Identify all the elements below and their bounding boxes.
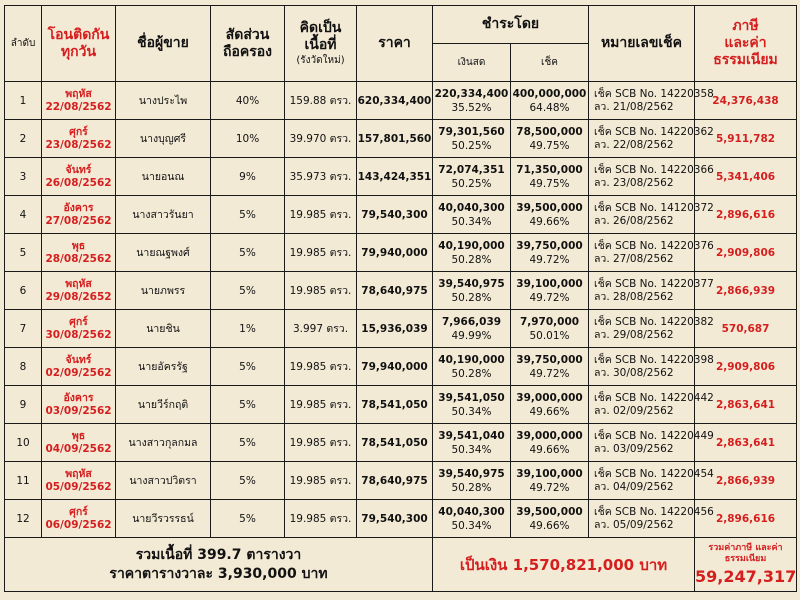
cell-cash-percent: 50.28% [451, 253, 492, 266]
cell-share: 40% [211, 82, 285, 120]
cell-cash-amount: 72,074,351 [438, 163, 505, 176]
cell-tax: 2,896,616 [695, 500, 797, 538]
header-transfer-line2: ทุกวัน [60, 43, 97, 60]
cell-cheque-number [589, 158, 714, 196]
cell-seller: นายอัครรัฐ [116, 348, 211, 386]
cell-date: 29/08/2652 [45, 290, 112, 303]
cell-cash [433, 462, 511, 500]
cell-cheque-date: ลว. 27/08/2562 [594, 252, 674, 265]
cell-cheque-no: เช็ค SCB No. 14220449 [594, 429, 714, 442]
cell-cheque-number [589, 462, 714, 500]
cell-area: 19.985 ตรว. [285, 234, 357, 272]
cell-index: 10 [5, 424, 42, 462]
cell-cheque-date: ลว. 21/08/2562 [594, 100, 674, 113]
footer-tax-label-line1: รวมค่าภาษี และค่า [708, 542, 783, 553]
cell-area: 19.985 ตรว. [285, 424, 357, 462]
cell-date: 28/08/2562 [45, 252, 112, 265]
cell-price: 620,334,400 [357, 82, 433, 120]
cell-cash [433, 158, 511, 196]
footer-total-amount: เป็นเงิน 1,570,821,000 บาท [433, 538, 695, 592]
cell-cash-amount: 39,540,975 [438, 277, 505, 290]
cell-area: 19.985 ตรว. [285, 500, 357, 538]
cell-cheque-amount: 39,000,000 [516, 391, 583, 404]
cell-index: 1 [5, 82, 42, 120]
land-sale-table [4, 5, 797, 592]
cell-price: 78,541,050 [357, 386, 433, 424]
header-transfer-date [42, 6, 116, 82]
cell-cheque-percent: 50.01% [529, 329, 570, 342]
cell-cheque-percent: 64.48% [529, 101, 570, 114]
header-share [211, 6, 285, 82]
cell-seller: นายวีรวรรธน์ [116, 500, 211, 538]
footer-tax-label-line2: ธรรมเนียม [724, 553, 767, 564]
cell-share: 10% [211, 120, 285, 158]
table-row [5, 272, 797, 310]
cell-tax: 24,376,438 [695, 82, 797, 120]
cell-index: 11 [5, 462, 42, 500]
cell-price: 78,541,050 [357, 424, 433, 462]
cell-cheque-amount: 39,000,000 [516, 429, 583, 442]
cell-cheque-percent: 49.72% [529, 291, 570, 304]
cell-price: 79,940,000 [357, 234, 433, 272]
cell-date: 23/08/2562 [45, 138, 112, 151]
cell-cash-amount: 7,966,039 [441, 315, 502, 328]
cell-area: 19.985 ตรว. [285, 462, 357, 500]
header-price: ราคา [357, 6, 433, 82]
cell-cash-percent: 50.25% [451, 139, 492, 152]
cell-cash-amount: 220,334,400 [434, 87, 509, 100]
cell-tax: 2,896,616 [695, 196, 797, 234]
cell-tax: 2,866,939 [695, 272, 797, 310]
cell-cheque-amount: 39,750,000 [516, 353, 583, 366]
cell-cheque-date: ลว. 28/08/2562 [594, 290, 674, 303]
table-row [5, 386, 797, 424]
cell-cheque [511, 386, 589, 424]
cell-cash [433, 348, 511, 386]
header-share-line1: สัดส่วน [225, 26, 270, 43]
cell-cash [433, 500, 511, 538]
cell-cash [433, 272, 511, 310]
header-paid-by: ชำระโดย [433, 6, 589, 44]
cell-seller: นายวีร์กฤติ [116, 386, 211, 424]
cell-area: 19.985 ตรว. [285, 386, 357, 424]
header-seller: ชื่อผู้ขาย [116, 6, 211, 82]
cell-cheque-amount: 71,350,000 [516, 163, 583, 176]
cell-price: 15,936,039 [357, 310, 433, 348]
cell-cheque-amount: 39,750,000 [516, 239, 583, 252]
table-row [5, 424, 797, 462]
cell-cheque-amount: 39,100,000 [516, 467, 583, 480]
cell-cash-percent: 50.25% [451, 177, 492, 190]
cell-cheque-amount: 400,000,000 [512, 87, 587, 100]
cell-cheque-number [589, 348, 714, 386]
cell-cash [433, 120, 511, 158]
cell-cheque-date: ลว. 03/09/2562 [594, 442, 674, 455]
header-area-sub: (รังวัดใหม่) [296, 55, 345, 66]
table-row [5, 500, 797, 538]
cell-tax: 2,909,806 [695, 348, 797, 386]
cell-cheque-percent: 49.72% [529, 367, 570, 380]
cell-day: จันทร์ [65, 163, 92, 176]
cell-cheque [511, 82, 589, 120]
cell-cash-percent: 49.99% [451, 329, 492, 342]
cell-cheque-percent: 49.72% [529, 253, 570, 266]
cell-price: 79,540,300 [357, 196, 433, 234]
header-tax-line2: และค่า [724, 35, 767, 51]
cell-cheque [511, 310, 589, 348]
cell-cheque [511, 348, 589, 386]
cell-cheque-percent: 49.66% [529, 405, 570, 418]
cell-seller: นางสาวกุลกมล [116, 424, 211, 462]
cell-cheque-number [589, 234, 714, 272]
footer-total-area: รวมเนื้อที่ 399.7 ตารางวา [135, 546, 302, 563]
cell-area: 19.985 ตรว. [285, 348, 357, 386]
cell-cheque-date: ลว. 26/08/2562 [594, 214, 674, 227]
cell-cheque-no: เช็ค SCB No. 14220376 [594, 239, 714, 252]
cell-area: 19.985 ตรว. [285, 272, 357, 310]
cell-cheque-amount: 39,500,000 [516, 505, 583, 518]
cell-share: 5% [211, 348, 285, 386]
cell-cash-percent: 50.28% [451, 291, 492, 304]
cell-tax: 2,866,939 [695, 462, 797, 500]
footer-tax-total [695, 538, 797, 592]
cell-cheque-no: เช็ค SCB No. 14220456 [594, 505, 714, 518]
cell-cheque [511, 500, 589, 538]
cell-price: 79,540,300 [357, 500, 433, 538]
cell-area: 3.997 ตรว. [285, 310, 357, 348]
cell-date: 26/08/2562 [45, 176, 112, 189]
cell-cheque-date: ลว. 29/08/2562 [594, 328, 674, 341]
cell-area: 19.985 ตรว. [285, 196, 357, 234]
cell-index: 8 [5, 348, 42, 386]
cell-cheque [511, 158, 589, 196]
cell-cheque-number [589, 500, 714, 538]
table-row [5, 120, 797, 158]
cell-cash-amount: 39,540,975 [438, 467, 505, 480]
cell-cheque [511, 120, 589, 158]
cell-cash-amount: 39,541,050 [438, 391, 505, 404]
cell-cheque-number [589, 120, 714, 158]
cell-day: พฤหัส [65, 467, 92, 480]
cell-cash-amount: 40,040,300 [438, 201, 505, 214]
header-tax-fees [695, 6, 797, 82]
cell-cheque-number [589, 272, 714, 310]
cell-cheque-number [589, 386, 714, 424]
cell-day: พฤหัส [65, 277, 92, 290]
cell-cheque-no: เช็ค SCB No. 14220358 [594, 87, 714, 100]
cell-transfer-date [42, 310, 116, 348]
header-tax-line3: ธรรมเนียม [713, 52, 778, 68]
cell-area: 159.88 ตรว. [285, 82, 357, 120]
cell-date: 30/08/2562 [45, 328, 112, 341]
cell-share: 5% [211, 424, 285, 462]
cell-index: 5 [5, 234, 42, 272]
cell-index: 2 [5, 120, 42, 158]
cell-date: 22/08/2562 [45, 100, 112, 113]
table-row [5, 82, 797, 120]
cell-cheque-no: เช็ค SCB No. 14120372 [594, 201, 714, 214]
header-area-line2: เนื้อที่ [304, 37, 337, 53]
cell-index: 7 [5, 310, 42, 348]
cell-cheque-no: เช็ค SCB No. 14220362 [594, 125, 714, 138]
cell-transfer-date [42, 120, 116, 158]
header-cheque: เช็ค [511, 44, 589, 82]
cell-date: 02/09/2562 [45, 366, 112, 379]
cell-cheque-no: เช็ค SCB No. 14220454 [594, 467, 714, 480]
cell-cash-percent: 50.34% [451, 215, 492, 228]
header-area-line1: คิดเป็น [299, 20, 342, 36]
cell-seller: นายอนณ [116, 158, 211, 196]
cell-index: 6 [5, 272, 42, 310]
cell-share: 5% [211, 196, 285, 234]
cell-index: 12 [5, 500, 42, 538]
cell-cheque-no: เช็ค SCB No. 14220366 [594, 163, 714, 176]
cell-cheque [511, 234, 589, 272]
cell-cheque-amount: 78,500,000 [516, 125, 583, 138]
cell-cheque-percent: 49.75% [529, 139, 570, 152]
cell-index: 9 [5, 386, 42, 424]
cell-tax: 2,863,641 [695, 424, 797, 462]
cell-cheque-percent: 49.66% [529, 215, 570, 228]
cell-cash-percent: 50.34% [451, 519, 492, 532]
cell-cash-percent: 50.34% [451, 405, 492, 418]
cell-cheque-number [589, 424, 714, 462]
cell-transfer-date [42, 272, 116, 310]
header-share-line2: ถือครอง [222, 43, 272, 60]
cell-cash [433, 310, 511, 348]
footer-tax-value: 59,247,317 [695, 566, 797, 586]
cell-cash [433, 196, 511, 234]
cell-day: ศุกร์ [69, 125, 88, 138]
header-transfer-line1: โอนติดกัน [47, 26, 110, 43]
cell-cheque [511, 462, 589, 500]
cell-transfer-date [42, 158, 116, 196]
cell-day: ศุกร์ [69, 315, 88, 328]
cell-seller: นายณฐพงศ์ [116, 234, 211, 272]
cell-day: ศุกร์ [69, 505, 88, 518]
header-cash: เงินสด [433, 44, 511, 82]
table-row [5, 310, 797, 348]
cell-seller: นายภพรร [116, 272, 211, 310]
cell-cheque-amount: 39,500,000 [516, 201, 583, 214]
cell-cheque-percent: 49.75% [529, 177, 570, 190]
cell-cheque-date: ลว. 05/09/2562 [594, 518, 674, 531]
cell-date: 05/09/2562 [45, 480, 112, 493]
header-tax-line1: ภาษี [732, 18, 759, 34]
cell-date: 03/09/2562 [45, 404, 112, 417]
cell-cash-percent: 50.28% [451, 367, 492, 380]
cell-cash-percent: 50.34% [451, 443, 492, 456]
cell-transfer-date [42, 82, 116, 120]
cell-cheque [511, 272, 589, 310]
cell-price: 78,640,975 [357, 272, 433, 310]
cell-share: 9% [211, 158, 285, 196]
cell-cheque [511, 196, 589, 234]
header-area [285, 6, 357, 82]
cell-share: 5% [211, 500, 285, 538]
cell-price: 78,640,975 [357, 462, 433, 500]
cell-price: 143,424,351 [357, 158, 433, 196]
cell-share: 5% [211, 272, 285, 310]
table-body [5, 82, 797, 538]
cell-cheque-date: ลว. 04/09/2562 [594, 480, 674, 493]
cell-transfer-date [42, 424, 116, 462]
cell-date: 27/08/2562 [45, 214, 112, 227]
cell-tax: 2,863,641 [695, 386, 797, 424]
header-index: ลำดับ [5, 6, 42, 82]
cell-price: 79,940,000 [357, 348, 433, 386]
cell-cheque-percent: 49.66% [529, 519, 570, 532]
cell-share: 1% [211, 310, 285, 348]
cell-cheque-no: เช็ค SCB No. 14220442 [594, 391, 714, 404]
cell-date: 06/09/2562 [45, 518, 112, 531]
cell-cheque-number [589, 82, 714, 120]
cell-cheque-amount: 39,100,000 [516, 277, 583, 290]
table-row [5, 462, 797, 500]
cell-cheque-date: ลว. 22/08/2562 [594, 138, 674, 151]
cell-cash-amount: 40,190,000 [438, 239, 505, 252]
cell-transfer-date [42, 386, 116, 424]
cell-cheque-amount: 7,970,000 [519, 315, 580, 328]
cell-area: 39.970 ตรว. [285, 120, 357, 158]
cell-tax: 2,909,806 [695, 234, 797, 272]
footer-price-per-wa: ราคาตารางวาละ 3,930,000 บาท [109, 565, 328, 582]
cell-seller: นางบุญศรี [116, 120, 211, 158]
cell-transfer-date [42, 348, 116, 386]
cell-cheque-number [589, 196, 714, 234]
cell-cash-amount: 40,190,000 [438, 353, 505, 366]
cell-cheque-date: ลว. 30/08/2562 [594, 366, 674, 379]
cell-cheque-percent: 49.66% [529, 443, 570, 456]
cell-seller: นายชิน [116, 310, 211, 348]
cell-cheque-no: เช็ค SCB No. 14220382 [594, 315, 714, 328]
cell-cheque-date: ลว. 23/08/2562 [594, 176, 674, 189]
cell-transfer-date [42, 234, 116, 272]
page [4, 5, 796, 596]
cell-date: 04/09/2562 [45, 442, 112, 455]
cell-cheque-date: ลว. 02/09/2562 [594, 404, 674, 417]
cell-cheque-no: เช็ค SCB No. 14220398 [594, 353, 714, 366]
cell-seller: นางประไพ [116, 82, 211, 120]
cell-area: 35.973 ตรว. [285, 158, 357, 196]
cell-day: พุธ [71, 429, 86, 442]
cell-tax: 570,687 [695, 310, 797, 348]
cell-cheque-percent: 49.72% [529, 481, 570, 494]
table-row [5, 196, 797, 234]
cell-transfer-date [42, 500, 116, 538]
cell-index: 4 [5, 196, 42, 234]
cell-seller: นางสาวรันยา [116, 196, 211, 234]
cell-price: 157,801,560 [357, 120, 433, 158]
cell-cash-amount: 40,040,300 [438, 505, 505, 518]
cell-cash [433, 386, 511, 424]
cell-cheque-number [589, 310, 714, 348]
cell-cheque [511, 424, 589, 462]
cell-transfer-date [42, 462, 116, 500]
cell-cash-amount: 39,541,040 [438, 429, 505, 442]
header-cheque-number: หมายเลขเช็ค [589, 6, 695, 82]
cell-day: จันทร์ [65, 353, 92, 366]
cell-cash [433, 234, 511, 272]
cell-day: พฤหัส [65, 87, 92, 100]
cell-share: 5% [211, 462, 285, 500]
cell-cheque-no: เช็ค SCB No. 14220377 [594, 277, 714, 290]
table-row [5, 348, 797, 386]
cell-day: พุธ [71, 239, 86, 252]
cell-cash [433, 82, 511, 120]
table-row [5, 234, 797, 272]
cell-seller: นางสาวปวิตรา [116, 462, 211, 500]
cell-tax: 5,911,782 [695, 120, 797, 158]
cell-share: 5% [211, 234, 285, 272]
cell-transfer-date [42, 196, 116, 234]
cell-cash-amount: 79,301,560 [438, 125, 505, 138]
cell-cash [433, 424, 511, 462]
cell-day: อังคาร [63, 391, 94, 404]
cell-share: 5% [211, 386, 285, 424]
cell-index: 3 [5, 158, 42, 196]
cell-cash-percent: 35.52% [451, 101, 492, 114]
footer-summary [5, 538, 433, 592]
cell-tax: 5,341,406 [695, 158, 797, 196]
cell-cash-percent: 50.28% [451, 481, 492, 494]
table-row [5, 158, 797, 196]
cell-day: อังคาร [63, 201, 94, 214]
